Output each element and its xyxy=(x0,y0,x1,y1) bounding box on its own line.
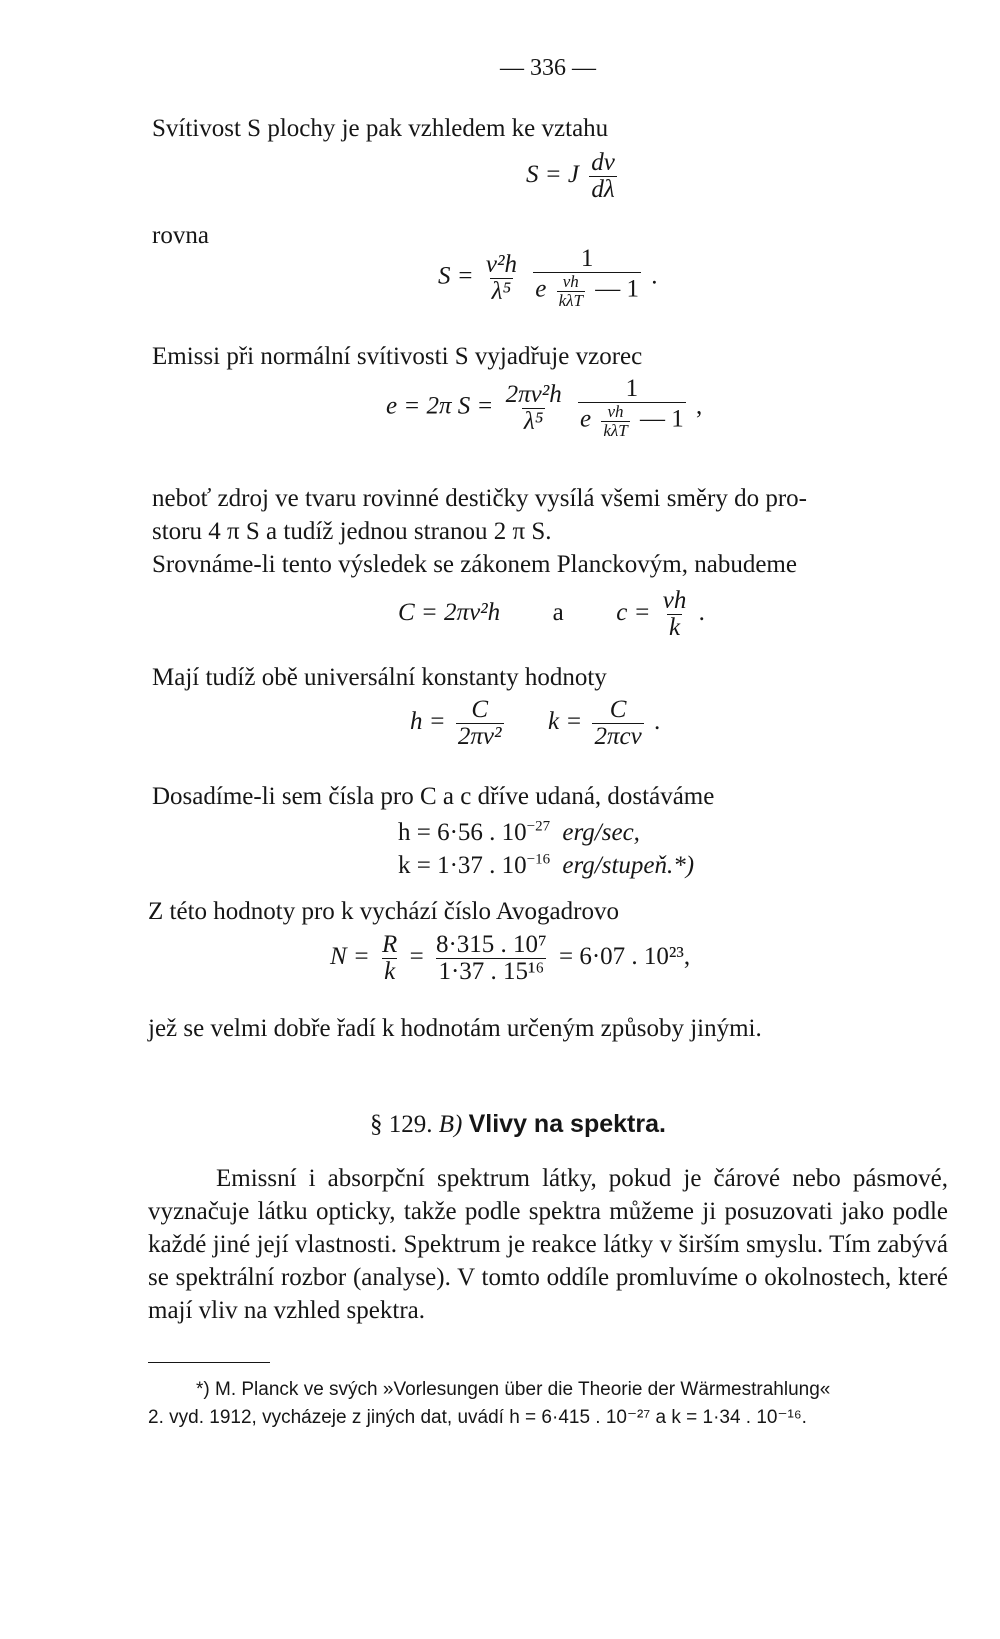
equation-2 xyxy=(438,246,657,310)
value-k-lhs: k = 1·37 . 10 xyxy=(398,852,527,879)
eq6-f2-denominator: 1·37 . 15¹⁶ xyxy=(438,958,545,985)
eq3-den-tail: — 1 xyxy=(639,405,684,433)
eq6-lhs: N = xyxy=(330,943,370,971)
eq4-denominator: k xyxy=(669,614,681,641)
eq2-f1-denominator: λ⁵ xyxy=(491,277,512,305)
eq6-equals: = xyxy=(409,943,424,971)
eq3-fraction-2 xyxy=(578,376,686,440)
eq2-exponent xyxy=(557,273,585,310)
footnote-line-1: *) M. Planck ve svých »Vorlesungen über die Theorie der Wärmestrahlung« xyxy=(196,1379,831,1400)
paragraph-1-line-3: Srovnáme-li tento výsledek se zákonem Planckovým, nabudeme xyxy=(152,551,797,578)
equation-6 xyxy=(330,932,690,985)
equation-3 xyxy=(386,376,702,440)
eq2-den-tail: — 1 xyxy=(595,275,639,303)
eq4-tail: . xyxy=(698,599,705,627)
eq3-f1-numerator: 2πν²h xyxy=(505,380,562,408)
eq5-numerator-2: C xyxy=(609,696,627,723)
eq2-fraction-2 xyxy=(533,246,641,310)
eq3-exp-num: νh xyxy=(607,402,624,421)
eq6-f1-denominator: k xyxy=(384,958,396,985)
eq1-numerator: dν xyxy=(591,149,615,176)
footnote-rule xyxy=(148,1362,270,1363)
value-k-exponent: −16 xyxy=(526,851,551,868)
value-k xyxy=(398,849,694,882)
value-h-exponent: −27 xyxy=(526,818,551,835)
eq6-fraction-2 xyxy=(434,932,549,985)
eq4-conjunction: a xyxy=(552,599,564,627)
eq2-f1-numerator: ν²h xyxy=(485,250,517,278)
eq3-tail: , xyxy=(695,392,703,420)
section-heading xyxy=(370,1108,666,1141)
eq4-fraction xyxy=(661,588,689,641)
eq2-exp-den: kλT xyxy=(558,291,583,310)
eq2-tail: . xyxy=(651,262,658,290)
value-h-unit: erg/sec, xyxy=(562,819,640,846)
eq6-f2-numerator: 8·315 . 10⁷ xyxy=(435,931,547,958)
eq6-f1-numerator: R xyxy=(382,931,398,958)
eq5-numerator-1: C xyxy=(471,696,489,723)
paragraph-1-line-1: neboť zdroj ve tvaru rovinné destičky vysílá všemi směry do pro- xyxy=(152,485,807,512)
intro-line: Svítivost S plochy je pak vzhledem ke vztahu xyxy=(152,115,609,142)
eq4-lhs2: c = xyxy=(616,599,651,627)
emission-line: Emissi při normální svítivosti S vyjadřuje vzorec xyxy=(152,343,643,370)
section-number: § 129. xyxy=(370,1111,433,1138)
footnote-line-2: 2. vyd. 1912, vycházeje z jiných dat, uvádí h = 6·415 . 10⁻²⁷ a k = 1·34 . 10⁻¹⁶. xyxy=(148,1407,807,1428)
value-h-lhs: h = 6·56 . 10 xyxy=(398,819,527,846)
eq5-lhs2: k = xyxy=(548,708,583,736)
section-title: Vlivy na spektra. xyxy=(468,1110,666,1138)
paragraph-2-text: Emissní i absorpční spektrum látky, pokud je čárové nebo pásmové, vyznačuje látku opticky, takže podle spektra můžeme ji posuzovati jako podle každé jiné její vlastnosti. Spektrum je reakce látky v širším smyslu. Tím zabývá se spektrální rozbor (analyse). V tomto oddíle promluvíme o okolnostech, které mají vliv na vzhled spektra. xyxy=(148,1165,948,1324)
eq6-fraction-1 xyxy=(380,932,399,985)
eq3-fraction-1 xyxy=(504,382,564,435)
eq2-exp-num: νh xyxy=(562,272,579,291)
page-number: — 336 — xyxy=(500,55,596,81)
eq4-numerator: νh xyxy=(662,587,687,614)
closing-line: jež se velmi dobře řadí k hodnotám určeným způsoby jinými. xyxy=(148,1015,762,1042)
eq5-denominator-1: 2πν² xyxy=(457,723,502,750)
equation-4 xyxy=(398,588,705,641)
eq2-f2-numerator: 1 xyxy=(580,245,594,272)
rovna-label: rovna xyxy=(152,222,209,249)
eq3-f2-numerator: 1 xyxy=(625,375,639,402)
eq3-exp-den: kλT xyxy=(603,421,628,440)
eq6-rhs: = 6·07 . 10²³, xyxy=(558,943,691,971)
value-h xyxy=(398,816,640,849)
constants-line: Mají tudíž obě universální konstanty hodnoty xyxy=(152,664,607,691)
eq1-denominator: dλ xyxy=(591,176,615,203)
equation-1 xyxy=(526,150,621,203)
eq2-lhs: S = xyxy=(438,262,474,290)
eq3-f1-denominator: λ⁵ xyxy=(523,407,544,435)
eq2-fraction-1 xyxy=(484,252,519,305)
paragraph-2 xyxy=(148,1162,948,1327)
eq4-part1: C = 2πν²h xyxy=(398,599,501,627)
eq1-lhs: S = J xyxy=(526,161,579,189)
eq5-tail: . xyxy=(653,708,661,736)
section-letter: B) xyxy=(438,1111,463,1138)
eq1-fraction xyxy=(589,150,617,203)
paragraph-1-line-2: storu 4 π S a tudíž jednou stranou 2 π S. xyxy=(152,518,552,545)
value-k-unit: erg/stupeň.*) xyxy=(562,852,695,879)
avogadro-line: Z této hodnoty pro k vychází číslo Avogadrovo xyxy=(148,898,619,925)
eq5-lhs1: h = xyxy=(410,708,446,736)
eq5-fraction-1 xyxy=(456,697,504,750)
eq3-f2-denominator xyxy=(578,402,686,440)
eq5-denominator-2: 2πcν xyxy=(594,723,642,750)
eq3-lhs: e = 2π S = xyxy=(386,392,494,420)
eq5-fraction-2 xyxy=(592,697,643,750)
substitute-line: Dosadíme-li sem čísla pro C a c dříve udaná, dostáváme xyxy=(152,783,715,810)
eq2-f2-denominator xyxy=(533,272,641,310)
eq3-exponent xyxy=(601,403,629,440)
eq3-exp-base: e xyxy=(580,405,592,433)
eq2-exp-base: e xyxy=(535,275,547,303)
equation-5 xyxy=(410,697,660,750)
